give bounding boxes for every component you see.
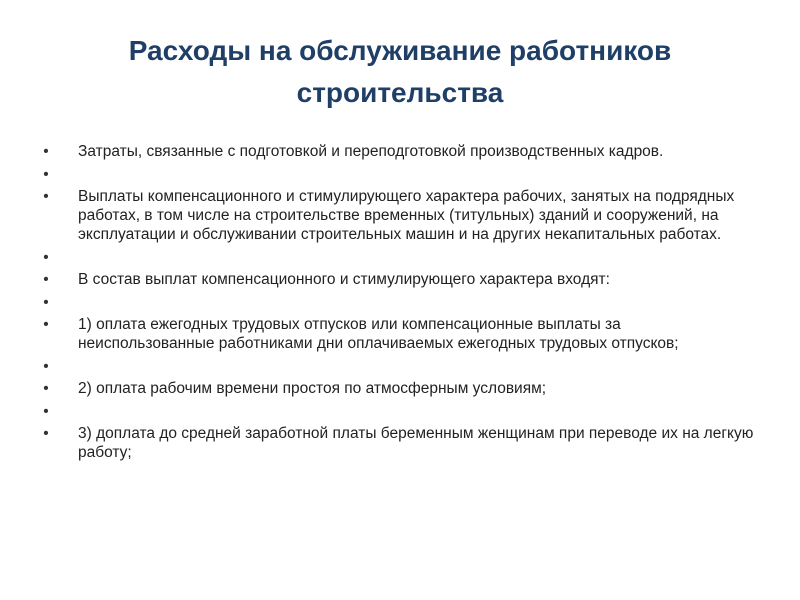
bullet-item-empty — [40, 357, 760, 376]
bullet-item-empty — [40, 165, 760, 184]
bullet-item-empty — [40, 293, 760, 312]
bullet-icon: • — [43, 271, 49, 288]
bullet-text: В состав выплат компенсационного и стимулирующего характера входят: — [78, 271, 610, 288]
bullet-icon: • — [43, 358, 49, 375]
bullet-text: 3) доплата до средней заработной платы беременным женщинам при переводе их на легкую работу; — [78, 425, 754, 461]
bullet-item — [40, 424, 760, 462]
bullet-text: 1) оплата ежегодных трудовых отпусков или компенсационные выплаты за неиспользованные работниками дни оплачиваемых ежегодных трудовых отпусков; — [78, 316, 679, 352]
bullet-item — [40, 379, 760, 398]
bullet-item-empty — [40, 248, 760, 267]
bullet-item — [40, 142, 760, 161]
bullet-text: 2) оплата рабочим времени простоя по атмосферным условиям; — [78, 380, 547, 397]
bullet-icon: • — [43, 380, 49, 397]
bullet-item-empty — [40, 402, 760, 421]
bullet-icon: • — [43, 316, 49, 333]
bullet-list — [40, 142, 760, 466]
bullet-icon: • — [43, 294, 49, 311]
bullet-item — [40, 270, 760, 289]
bullet-icon: • — [43, 166, 49, 183]
bullet-item — [40, 315, 760, 353]
slide-title: Расходы на обслуживание работников строительства — [128, 35, 672, 108]
bullet-icon: • — [43, 143, 49, 160]
bullet-icon: • — [43, 425, 49, 442]
bullet-text: Выплаты компенсационного и стимулирующего характера рабочих, занятых на подрядных работах, в том числе на строительстве временных (титульных) зданий и сооружений, на эксплуатации и обслуживании строительных машин и на других некапитальных работах. — [78, 188, 735, 243]
bullet-icon: • — [43, 249, 49, 266]
bullet-icon: • — [43, 403, 49, 420]
bullet-item — [40, 187, 760, 244]
bullet-text: Затраты, связанные с подготовкой и переподготовкой производственных кадров. — [78, 143, 664, 160]
bullet-icon: • — [43, 188, 49, 205]
